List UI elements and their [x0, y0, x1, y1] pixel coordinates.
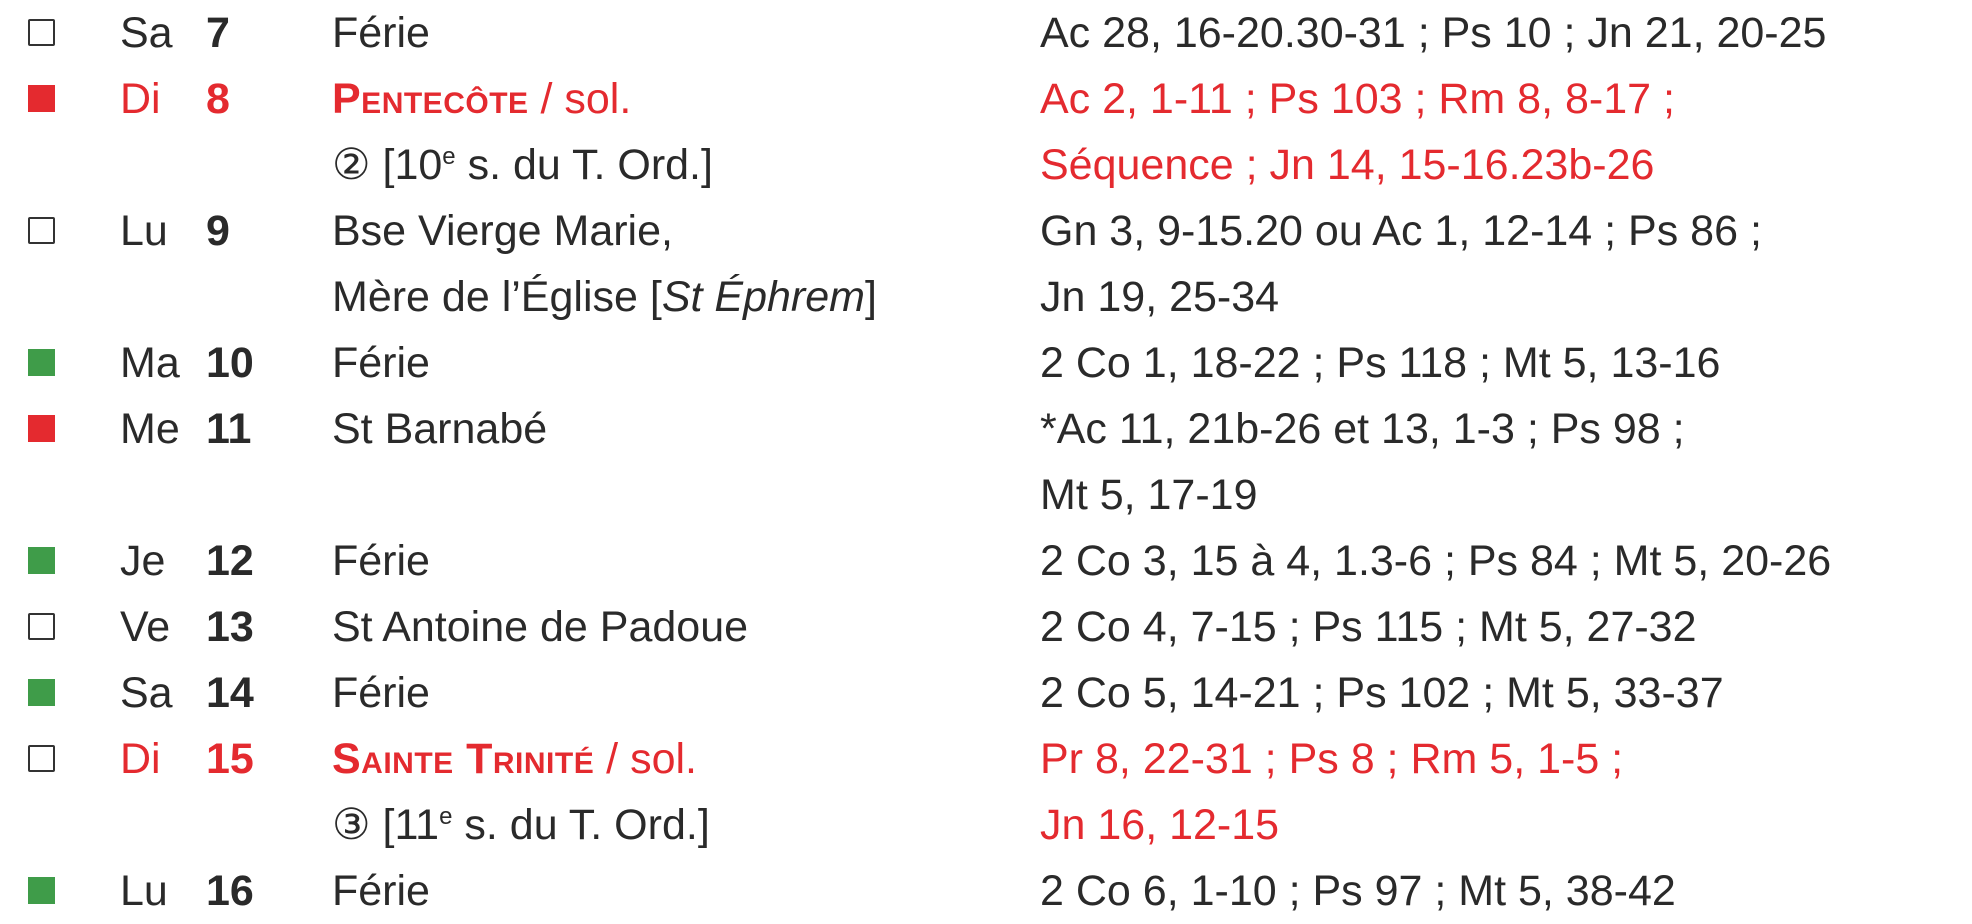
calendar-row [0, 330, 1972, 396]
day-name: Sa [120, 9, 173, 57]
readings: 2 Co 1, 18-22 ; Ps 118 ; Mt 5, 13-16 [1040, 339, 1721, 387]
celebration-subtitle: Mère de l’Église [St Éphrem] [332, 273, 877, 321]
solemnity-rank: / sol. [528, 75, 632, 123]
day-name: Ve [120, 603, 171, 651]
celebration-title: St Barnabé [332, 405, 548, 453]
calendar-row [0, 858, 1972, 924]
readings: 2 Co 4, 7-15 ; Ps 115 ; Mt 5, 27-32 [1040, 603, 1697, 651]
readings: Ac 2, 1-11 ; Ps 103 ; Rm 8, 8-17 ; [1040, 75, 1675, 123]
celebration-subtitle: ② [10e s. du T. Ord.] [332, 141, 713, 189]
day-number: 12 [206, 537, 254, 585]
solemnity-rank: / sol. [594, 735, 697, 783]
white-color-square-icon [28, 613, 55, 640]
calendar-row [0, 66, 1972, 132]
white-color-square-icon [28, 19, 55, 46]
solemnity-name: Sainte Trinité [332, 735, 595, 783]
readings: 2 Co 5, 14-21 ; Ps 102 ; Mt 5, 33-37 [1040, 669, 1724, 717]
day-name: Ma [120, 339, 180, 387]
celebration-title [332, 726, 697, 792]
day-name: Lu [120, 867, 168, 915]
day-name: Di [120, 75, 161, 123]
day-number: 8 [206, 75, 230, 123]
calendar-row [0, 660, 1972, 726]
calendar-row-continuation [0, 264, 1972, 330]
readings: 2 Co 6, 1-10 ; Ps 97 ; Mt 5, 38-42 [1040, 867, 1676, 915]
calendar-row-continuation [0, 792, 1972, 858]
calendar-row [0, 0, 1972, 66]
calendar-row [0, 396, 1972, 462]
green-color-square-icon [28, 349, 55, 376]
calendar-row [0, 528, 1972, 594]
readings: *Ac 11, 21b-26 et 13, 1-3 ; Ps 98 ; [1040, 405, 1685, 453]
celebration-title: Férie [332, 9, 430, 57]
calendar-row-continuation [0, 462, 1972, 528]
day-number: 15 [206, 735, 254, 783]
day-number: 7 [206, 9, 230, 57]
day-name: Je [120, 537, 166, 585]
green-color-square-icon [28, 547, 55, 574]
celebration-title [332, 66, 631, 132]
day-name: Me [120, 405, 180, 453]
day-number: 13 [206, 603, 254, 651]
readings: 2 Co 3, 15 à 4, 1.3-6 ; Ps 84 ; Mt 5, 20-26 [1040, 537, 1832, 585]
calendar-row [0, 726, 1972, 792]
readings-continuation: Mt 5, 17-19 [1040, 471, 1258, 519]
green-color-square-icon [28, 679, 55, 706]
calendar-row [0, 594, 1972, 660]
celebration-title: Férie [332, 669, 430, 717]
day-number: 11 [206, 405, 252, 453]
readings: Ac 28, 16-20.30-31 ; Ps 10 ; Jn 21, 20-25 [1040, 9, 1827, 57]
celebration-subtitle: ③ [11e s. du T. Ord.] [332, 801, 710, 849]
day-name: Lu [120, 207, 168, 255]
celebration-title: Férie [332, 867, 430, 915]
readings-continuation: Jn 19, 25-34 [1040, 273, 1280, 321]
celebration-title: Bse Vierge Marie, [332, 207, 673, 255]
celebration-title: Férie [332, 339, 430, 387]
readings-continuation: Séquence ; Jn 14, 15-16.23b-26 [1040, 141, 1655, 189]
solemnity-name: Pentecôte [332, 75, 529, 123]
readings: Pr 8, 22-31 ; Ps 8 ; Rm 5, 1-5 ; [1040, 735, 1624, 783]
green-color-square-icon [28, 877, 55, 904]
day-name: Sa [120, 669, 173, 717]
white-color-square-icon [28, 745, 55, 772]
red-color-square-icon [28, 85, 55, 112]
day-number: 10 [206, 339, 254, 387]
day-number: 16 [206, 867, 254, 915]
celebration-title: Férie [332, 537, 430, 585]
red-color-square-icon [28, 415, 55, 442]
readings-continuation: Jn 16, 12-15 [1040, 801, 1280, 849]
calendar-row [0, 198, 1972, 264]
day-name: Di [120, 735, 161, 783]
celebration-title: St Antoine de Padoue [332, 603, 749, 651]
calendar-row-continuation [0, 132, 1972, 198]
day-number: 14 [206, 669, 254, 717]
white-color-square-icon [28, 217, 55, 244]
day-number: 9 [206, 207, 230, 255]
readings: Gn 3, 9-15.20 ou Ac 1, 12-14 ; Ps 86 ; [1040, 207, 1762, 255]
